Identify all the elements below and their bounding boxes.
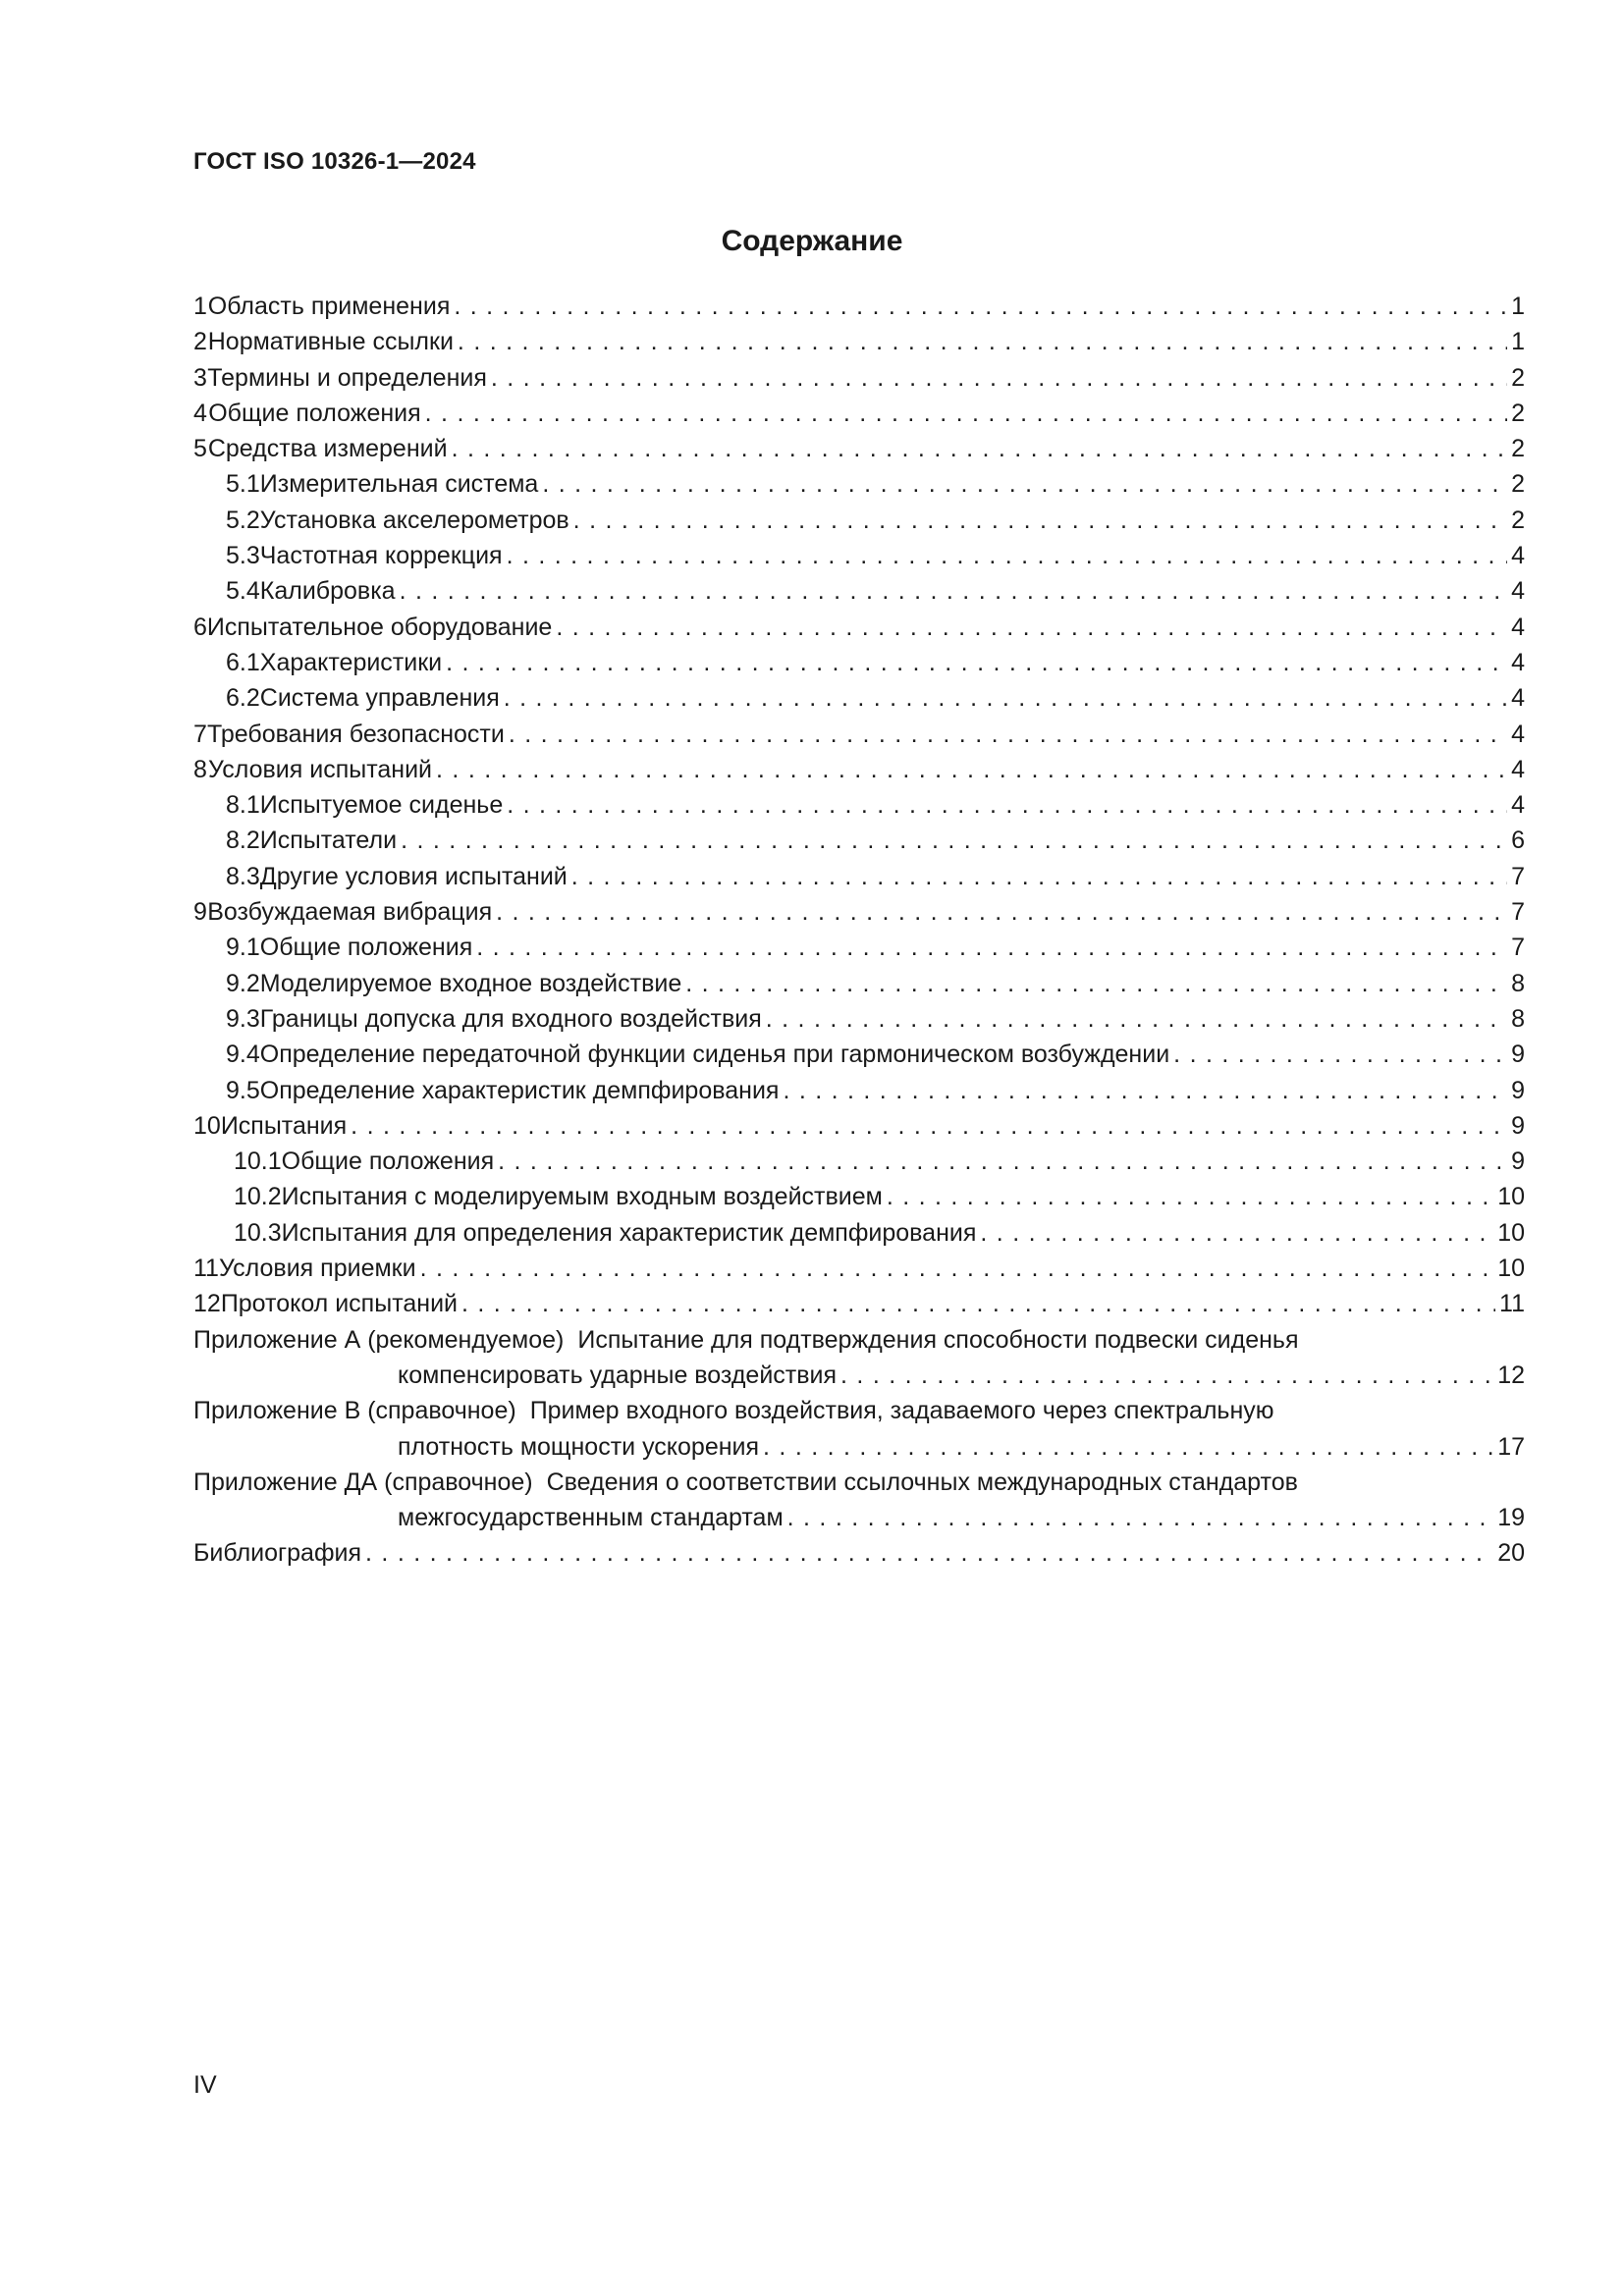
toc-entry-page: 2 [1511, 435, 1525, 463]
toc-entry-number: 7 [193, 720, 207, 748]
document-code: ГОСТ ISO 10326-1—2024 [193, 148, 476, 175]
toc-leader-dots [458, 324, 1507, 359]
toc-entry-title: Область применения [207, 293, 451, 320]
toc-entry[interactable] [193, 1215, 1525, 1251]
toc-entry-title: Протокол испытаний [220, 1290, 458, 1318]
toc-entry-page: 4 [1511, 648, 1525, 676]
toc-appendix-b[interactable] [193, 1393, 1525, 1428]
toc-entry-page: 6 [1511, 827, 1525, 855]
toc-entry-title: Общие положения [208, 399, 421, 427]
toc-entry-page: 4 [1511, 791, 1525, 820]
appendix-label: Приложение В (справочное) [193, 1397, 516, 1425]
appendix-label: Приложение ДА (справочное) [193, 1468, 533, 1496]
appendix-title-line2: плотность мощности ускорения [398, 1432, 760, 1461]
toc-entry-page: 7 [1511, 862, 1525, 890]
toc-entry-number: 5 [193, 435, 207, 463]
toc-entry-page: 17 [1497, 1432, 1525, 1461]
toc-entry-title: Испытания с моделируемым входным воздействием [281, 1183, 883, 1211]
toc-entry-title: Нормативные ссылки [207, 328, 454, 356]
appendix-title-line1: Пример входного воздействия, задаваемого через спектральную [529, 1397, 1274, 1425]
toc-entry[interactable] [193, 752, 1525, 787]
toc-leader-dots [420, 1251, 1494, 1286]
toc-entry[interactable] [193, 1286, 1525, 1321]
toc-entry-title: Испытуемое сиденье [259, 791, 504, 820]
toc-entry-number: 6.1 [226, 648, 260, 676]
toc-entry-number: 5.3 [226, 542, 260, 570]
toc-entry-page: 19 [1497, 1504, 1525, 1532]
toc-entry-number: 5.1 [226, 470, 260, 499]
toc-entry[interactable] [193, 360, 1525, 396]
toc-entry[interactable] [193, 573, 1525, 609]
toc-entry[interactable] [193, 503, 1525, 538]
toc-entry[interactable] [193, 396, 1525, 431]
toc-entry[interactable] [193, 859, 1525, 894]
toc-leader-dots [436, 752, 1507, 787]
toc-entry-number: 8.3 [226, 862, 260, 890]
toc-entry[interactable] [193, 538, 1525, 573]
toc-leader-dots [401, 823, 1507, 858]
toc-entry-title: Система управления [259, 684, 500, 713]
toc-entry-title: Частотная коррекция [259, 542, 503, 570]
toc-entry[interactable] [193, 431, 1525, 466]
toc-entry[interactable] [193, 966, 1525, 1001]
toc-entry[interactable] [193, 610, 1525, 645]
toc-entry-page: 9 [1511, 1076, 1525, 1104]
toc-entry-page: 4 [1511, 720, 1525, 748]
toc-leader-dots [887, 1179, 1493, 1214]
toc-entry[interactable] [193, 1001, 1525, 1037]
toc-entry-title: Испытатели [259, 827, 398, 855]
toc-entry-number: 2 [193, 328, 207, 356]
toc-entry-number: 9.5 [226, 1076, 260, 1104]
toc-entry-number: 10.2 [234, 1183, 282, 1211]
toc-entry-title: Условия испытаний [208, 755, 433, 783]
toc-entry-number: 11 [193, 1255, 219, 1283]
toc-entry-title: Границы допуска для входного воздействия [259, 1004, 762, 1033]
toc-entry-title: Испытания [220, 1111, 348, 1140]
toc-entry[interactable] [193, 717, 1525, 752]
toc-entry-title: Калибровка [259, 577, 396, 606]
toc-entry-number: 10.1 [234, 1148, 282, 1176]
toc-entry-page: 4 [1511, 542, 1525, 570]
toc-entry[interactable] [193, 894, 1525, 930]
toc-leader-dots [980, 1215, 1493, 1251]
toc-entry-number: 1 [193, 293, 207, 320]
toc-entry-page: 10 [1497, 1218, 1525, 1247]
toc-entry-title: Установка акселерометров [259, 506, 569, 534]
toc-entry-title: Библиография [193, 1539, 362, 1568]
toc-entry-title: Условия приемки [218, 1255, 416, 1283]
toc-entry-page: 12 [1497, 1361, 1525, 1389]
toc-entry-title: Определение характеристик демпфирования [259, 1076, 780, 1104]
toc-entry-number: 8.1 [226, 791, 260, 820]
toc-entry-number: 5.4 [226, 577, 260, 606]
toc-entry-number: 12 [193, 1290, 221, 1318]
toc-entry-page: 2 [1511, 363, 1525, 392]
toc-entry-title: Измерительная система [259, 470, 539, 499]
toc-leader-dots [571, 859, 1507, 894]
toc-entry-number: 9 [193, 898, 207, 927]
toc-entry-number: 9.2 [226, 969, 260, 997]
toc-entry[interactable] [193, 645, 1525, 680]
toc-entry[interactable] [193, 787, 1525, 823]
toc-leader-dots [542, 466, 1507, 502]
toc-entry-number: 6.2 [226, 684, 260, 713]
toc-entry-title: Возбуждаемая вибрация [207, 898, 493, 927]
toc-bibliography[interactable] [193, 1535, 1525, 1571]
toc-entry-page: 1 [1511, 328, 1525, 356]
toc-entry-page: 10 [1497, 1183, 1525, 1211]
toc-entry-title: Моделируемое входное воздействие [259, 969, 682, 997]
toc-appendix-da-cont[interactable] [193, 1500, 1525, 1535]
toc-entry-title: Испытательное оборудование [206, 613, 553, 641]
toc-leader-dots [763, 1429, 1493, 1465]
toc-entry-number: 8.2 [226, 827, 260, 855]
toc-leader-dots [1173, 1037, 1507, 1072]
toc-entry-title: Определение передаточной функции сиденья при гармоническом возбуждении [259, 1041, 1170, 1069]
toc-entry-page: 10 [1497, 1255, 1525, 1283]
toc-entry-title: Требования безопасности [207, 720, 505, 748]
toc-entry-page: 7 [1511, 898, 1525, 927]
toc-appendix-b-cont[interactable] [193, 1429, 1525, 1465]
table-of-contents [193, 289, 1525, 1572]
toc-entry[interactable] [193, 1073, 1525, 1108]
toc-entry-title: Испытания для определения характеристик демпфирования [281, 1218, 977, 1247]
appendix-title-line2: компенсировать ударные воздействия [398, 1361, 838, 1389]
toc-entry-page: 9 [1511, 1111, 1525, 1140]
toc-entry-page: 9 [1511, 1041, 1525, 1069]
toc-entry-page: 4 [1511, 577, 1525, 606]
toc-leader-dots [351, 1108, 1507, 1144]
toc-entry-number: 4 [193, 399, 207, 427]
toc-entry-title: Общие положения [281, 1148, 495, 1176]
toc-leader-dots [573, 503, 1507, 538]
toc-entry-title: Общие положения [259, 934, 473, 962]
toc-entry-page: 8 [1511, 969, 1525, 997]
toc-entry[interactable] [193, 289, 1525, 324]
toc-entry-number: 9.3 [226, 1004, 260, 1033]
toc-leader-dots [498, 1144, 1507, 1179]
page-number: IV [193, 2071, 217, 2099]
toc-entry-title: Другие условия испытаний [259, 862, 568, 890]
toc-leader-dots [400, 573, 1508, 609]
toc-entry-page: 8 [1511, 1004, 1525, 1033]
toc-entry-title: Термины и определения [207, 363, 487, 392]
toc-entry-page: 7 [1511, 934, 1525, 962]
toc-leader-dots [509, 717, 1507, 752]
toc-entry-page: 9 [1511, 1148, 1525, 1176]
toc-entry[interactable] [193, 930, 1525, 965]
toc-entry-number: 9.1 [226, 934, 260, 962]
toc-entry-page: 1 [1511, 293, 1525, 320]
toc-entry-title: Средства измерений [207, 435, 448, 463]
toc-appendix-a-cont[interactable] [193, 1358, 1525, 1393]
toc-entry[interactable] [193, 1144, 1525, 1179]
toc-leader-dots [685, 966, 1507, 1001]
toc-entry-page: 2 [1511, 470, 1525, 499]
toc-leader-dots [787, 1500, 1494, 1535]
toc-leader-dots [496, 894, 1507, 930]
appendix-title-line1: Сведения о соответствии ссылочных международных стандартов [546, 1468, 1298, 1496]
toc-entry-number: 10 [193, 1111, 221, 1140]
toc-entry[interactable] [193, 1179, 1525, 1214]
toc-title: Содержание [721, 225, 903, 257]
toc-leader-dots [491, 360, 1507, 396]
toc-leader-dots [452, 431, 1508, 466]
toc-entry[interactable] [193, 823, 1525, 858]
toc-leader-dots [783, 1073, 1507, 1108]
toc-entry-title: Характеристики [259, 648, 443, 676]
toc-leader-dots [504, 680, 1507, 716]
toc-entry-number: 8 [193, 755, 207, 783]
appendix-title-line1: Испытание для подтверждения способности подвески сиденья [577, 1325, 1299, 1354]
toc-entry[interactable] [193, 1251, 1525, 1286]
toc-leader-dots [476, 930, 1507, 965]
toc-leader-dots [507, 538, 1508, 573]
toc-leader-dots [425, 396, 1507, 431]
toc-entry-page: 4 [1511, 684, 1525, 713]
toc-entry-number: 5.2 [226, 506, 260, 534]
toc-entry-page: 4 [1511, 613, 1525, 641]
toc-appendix-da[interactable] [193, 1465, 1525, 1500]
toc-entry[interactable] [193, 466, 1525, 502]
toc-leader-dots [556, 610, 1507, 645]
toc-entry-page: 4 [1511, 755, 1525, 783]
toc-entry[interactable] [193, 1037, 1525, 1072]
toc-leader-dots [461, 1286, 1495, 1321]
appendix-label: Приложение А (рекомендуемое) [193, 1325, 565, 1354]
toc-leader-dots [766, 1001, 1507, 1037]
toc-entry-number: 3 [193, 363, 207, 392]
toc-entry-page: 2 [1511, 399, 1525, 427]
toc-entry-number: 10.3 [234, 1218, 282, 1247]
toc-leader-dots [365, 1535, 1493, 1571]
toc-entry-page: 11 [1499, 1290, 1525, 1318]
toc-entry[interactable] [193, 1108, 1525, 1144]
toc-entry[interactable] [193, 324, 1525, 359]
toc-entry[interactable] [193, 680, 1525, 716]
toc-entry-number: 9.4 [226, 1041, 260, 1069]
toc-entry-page: 20 [1497, 1539, 1525, 1568]
toc-leader-dots [507, 787, 1507, 823]
toc-entry-page: 2 [1511, 506, 1525, 534]
toc-leader-dots [454, 289, 1507, 324]
toc-entry-number: 6 [193, 613, 207, 641]
toc-leader-dots [446, 645, 1507, 680]
appendix-title-line2: межгосударственным стандартам [398, 1504, 784, 1532]
toc-appendix-a[interactable] [193, 1322, 1525, 1358]
toc-leader-dots [840, 1358, 1493, 1393]
